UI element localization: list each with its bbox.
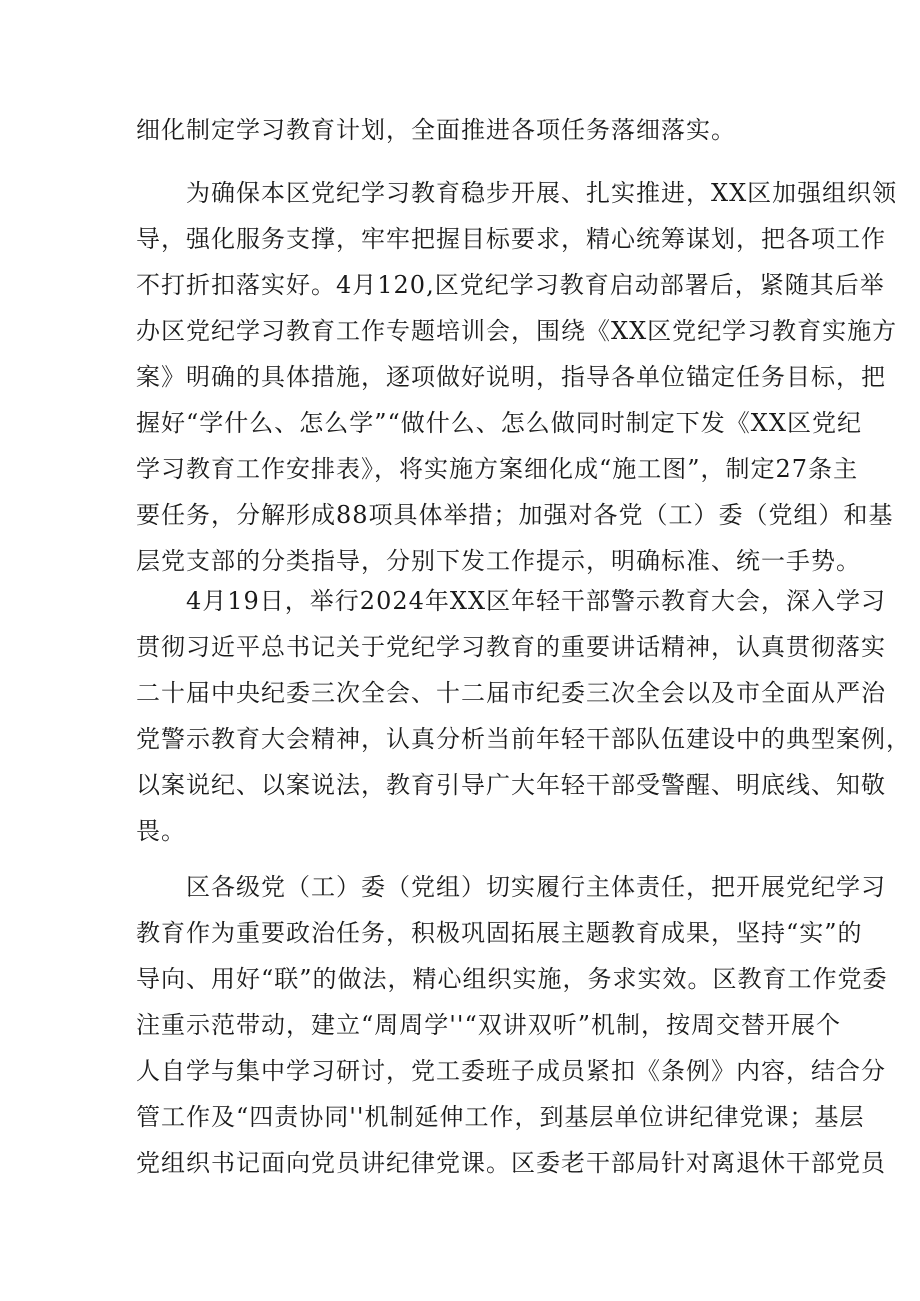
text-line: 案》明确的具体措施，逐项做好说明，指导各单位锚定任务目标，把 — [136, 363, 886, 391]
text-line: 注重示范带动，建立“周周学''“双讲双听”机制，按周交替开展个 — [136, 1011, 842, 1039]
text-line: 细化制定学习教育计划，全面推进各项任务落细落实。 — [136, 116, 736, 144]
text-line: 要任务，分解形成88项具体举措；加强对各党（工）委（党组）和基 — [136, 501, 894, 529]
text-line: 办区党纪学习教育工作专题培训会，围绕《XX区党纪学习教育实施方 — [136, 317, 898, 345]
text-line: 层党支部的分类指导，分别下发工作提示，明确标准、统一手势。 — [136, 547, 861, 575]
text-line: 为确保本区党纪学习教育稳步开展、扎实推进，XX区加强组织领 — [186, 179, 898, 207]
text-line: 学习教育工作安排表》，将实施方案细化成“施工图”，制定27条主 — [136, 455, 859, 483]
text-line: 管工作及“四责协同''机制延伸工作，到基层单位讲纪律党课；基层 — [136, 1103, 865, 1131]
text-line: 导向、用好“联”的做法，精心组织实施，务求实效。区教育工作党委 — [136, 965, 888, 993]
text-line: 握好“学什么、怎么学”“做什么、怎么做同时制定下发《XX区党纪 — [136, 409, 862, 437]
text-line: 人自学与集中学习研讨，党工委班子成员紧扣《条例》内容，结合分 — [136, 1057, 886, 1085]
text-line: 教育作为重要政治任务，积极巩固拓展主题教育成果，坚持“实”的 — [136, 919, 863, 947]
text-line: 不打折扣落实好。4月120,区党纪学习教育启动部署后，紧随其后举 — [136, 271, 885, 299]
text-line: 二十届中央纪委三次全会、十二届市纪委三次全会以及市全面从严治 — [136, 679, 886, 707]
text-line: 畏。 — [136, 817, 186, 845]
paragraph-organization-leadership — [136, 170, 898, 584]
paragraph-main-responsibility — [136, 864, 888, 1186]
text-line: 4月19日，举行2024年XX区年轻干部警示教育大会，深入学习 — [186, 587, 887, 615]
text-line: 党警示教育大会精神，认真分析当前年轻干部队伍建设中的典型案例， — [136, 725, 911, 753]
text-line: 党组织书记面向党员讲纪律党课。区委老干部局针对离退休干部党员 — [136, 1149, 886, 1177]
text-line: 导，强化服务支撑，牢牢把握目标要求，精心统筹谋划，把各项工作 — [136, 225, 886, 253]
text-line: 区各级党（工）委（党组）切实履行主体责任，把开展党纪学习 — [186, 873, 886, 901]
text-line: 贯彻习近平总书记关于党纪学习教育的重要讲话精神，认真贯彻落实 — [136, 633, 886, 661]
paragraph-warning-education — [136, 578, 911, 854]
text-line: 以案说纪、以案说法，教育引导广大年轻干部受警醒、明底线、知敬 — [136, 771, 886, 799]
paragraph-continuation — [136, 107, 796, 153]
